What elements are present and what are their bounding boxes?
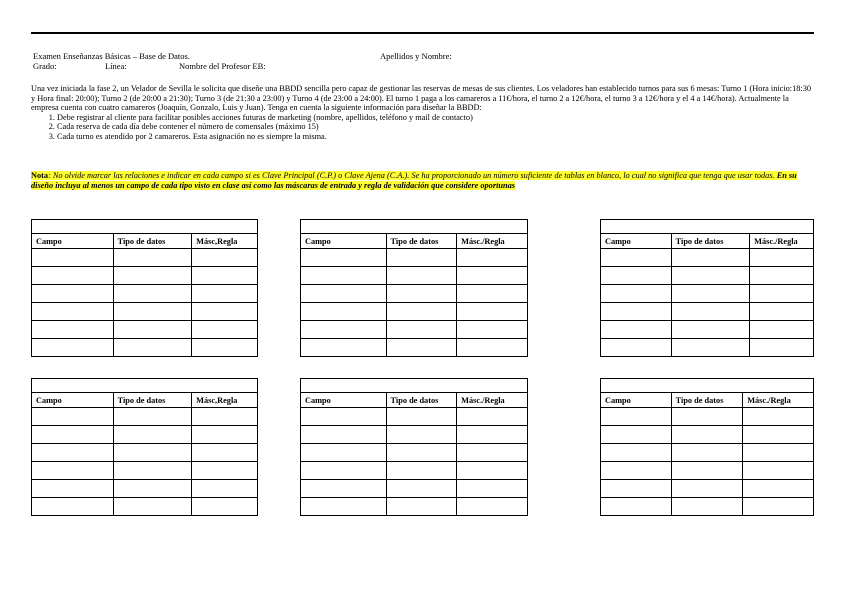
top-rule xyxy=(31,32,814,34)
table-name-cell[interactable] xyxy=(301,379,528,393)
requirement-item: 2. Cada reserva de cada día debe contener el número de comensales (máximo 15) xyxy=(57,122,814,132)
table-row xyxy=(32,339,258,357)
requirement-item: 3. Cada turno es atendido por 2 camareros. Esta asignación no es siempre la misma. xyxy=(57,132,814,142)
table-row xyxy=(301,267,528,285)
grado-label: Grado: xyxy=(33,61,57,71)
header-tipo-datos: Tipo de datos xyxy=(113,393,192,408)
header-campo: Campo xyxy=(301,234,387,249)
header-tipo-datos: Tipo de datos xyxy=(671,393,743,408)
table-row xyxy=(32,462,258,480)
table-row xyxy=(301,285,528,303)
table-row xyxy=(301,462,528,480)
table-row xyxy=(32,408,258,426)
statement-paragraph: Una vez iniciada la fase 2, un Velador de Sevilla le solicita que diseñe una BBDD sencilla pero capaz de gestionar las reservas de mesas de sus clientes. Los veladores han establecido turnos para sus 6 mesas: Turno 1 (Hora inicio:18:30 y Hora final: 20:00); Turno 2 (de 20:00 a 21:30); Turno 3 (de 21:30 a 23:00) y Turno 4 (de 23:00 a 24:00). El turno 1 paga a los camareros a 11€/hora, el turno 2 a 12€/hora, el turno 3 a 12€/hora y el 4 a 14€/hora). Actualmente la empresa cuenta con cuatro camareros (Joaquín, Gonzalo, Luis y Juan). Tenga en cuenta la siguiente información para diseñar la BBDD: xyxy=(31,84,811,113)
table-row xyxy=(32,321,258,339)
table-row xyxy=(301,480,528,498)
requirement-item: 1. Debe registrar al cliente para facilitar posibles acciones futuras de marketing (nombre, apellidos, teléfono y mail de contacto) xyxy=(57,113,814,123)
table-row xyxy=(601,303,814,321)
nota-bold-text: En su diseño incluya al menos un campo de cada tipo visto en clase así como las máscaras de entrada y regla de validación que considere oportunas xyxy=(31,171,797,190)
nota-block xyxy=(31,171,814,191)
table-row xyxy=(32,249,258,267)
table-row xyxy=(601,285,814,303)
table-row xyxy=(32,480,258,498)
table-row xyxy=(601,408,814,426)
design-table-4 xyxy=(31,378,258,516)
design-table-1 xyxy=(31,219,258,357)
header-campo: Campo xyxy=(301,393,387,408)
design-table-6 xyxy=(600,378,814,516)
table-row xyxy=(601,267,814,285)
table-name-cell[interactable] xyxy=(601,220,814,234)
design-table-2 xyxy=(300,219,528,357)
table-row xyxy=(301,249,528,267)
table-name-cell[interactable] xyxy=(32,379,258,393)
header-campo: Campo xyxy=(32,393,114,408)
nota-italic-text: : No olvide marcar las relaciones e indicar en cada campo si es Clave Principal (C.P.) o Clave Ajena (C.A.). Se ha proporcionado un número suficiente de tablas en blanco, lo cual no significa que tenga que usar todas. xyxy=(48,171,777,180)
table-row xyxy=(601,249,814,267)
header-campo: Campo xyxy=(601,234,672,249)
header-tipo-datos: Tipo de datos xyxy=(386,393,457,408)
header-masc-regla: Másc./Regla xyxy=(743,393,814,408)
header-masc-regla: Másc./Regla xyxy=(457,234,528,249)
table-row xyxy=(601,321,814,339)
apellidos-label: Apellidos y Nombre: xyxy=(380,51,452,61)
header-masc-regla: Másc,Regla xyxy=(192,393,258,408)
exam-statement xyxy=(31,84,814,142)
table-row xyxy=(301,321,528,339)
header-tipo-datos: Tipo de datos xyxy=(386,234,457,249)
table-name-cell[interactable] xyxy=(32,220,258,234)
table-row xyxy=(601,444,814,462)
table-row xyxy=(301,498,528,516)
table-row xyxy=(601,480,814,498)
table-row xyxy=(301,303,528,321)
header-masc-regla: Másc,Regla xyxy=(192,234,258,249)
table-row xyxy=(32,498,258,516)
table-row xyxy=(601,462,814,480)
header-tipo-datos: Tipo de datos xyxy=(113,234,192,249)
header-masc-regla: Másc./Regla xyxy=(457,393,528,408)
table-name-cell[interactable] xyxy=(601,379,814,393)
requirements-list xyxy=(31,113,814,142)
header-tipo-datos: Tipo de datos xyxy=(671,234,750,249)
header-campo: Campo xyxy=(32,234,114,249)
table-row xyxy=(32,285,258,303)
design-table-3 xyxy=(600,219,814,357)
profesor-label: Nombre del Profesor EB: xyxy=(179,61,266,71)
table-name-cell[interactable] xyxy=(301,220,528,234)
table-row xyxy=(601,339,814,357)
table-row xyxy=(301,426,528,444)
table-row xyxy=(301,444,528,462)
table-row xyxy=(601,498,814,516)
table-row xyxy=(32,303,258,321)
table-row xyxy=(601,426,814,444)
linea-label: Línea: xyxy=(105,61,127,71)
exam-title: Examen Enseñanzas Básicas – Base de Datos. xyxy=(33,51,190,61)
header-campo: Campo xyxy=(601,393,672,408)
table-row xyxy=(32,444,258,462)
table-row xyxy=(32,267,258,285)
table-row xyxy=(32,426,258,444)
nota-label: Nota xyxy=(31,171,49,180)
table-row xyxy=(301,408,528,426)
design-table-5 xyxy=(300,378,528,516)
table-row xyxy=(301,339,528,357)
header-masc-regla: Másc./Regla xyxy=(750,234,814,249)
